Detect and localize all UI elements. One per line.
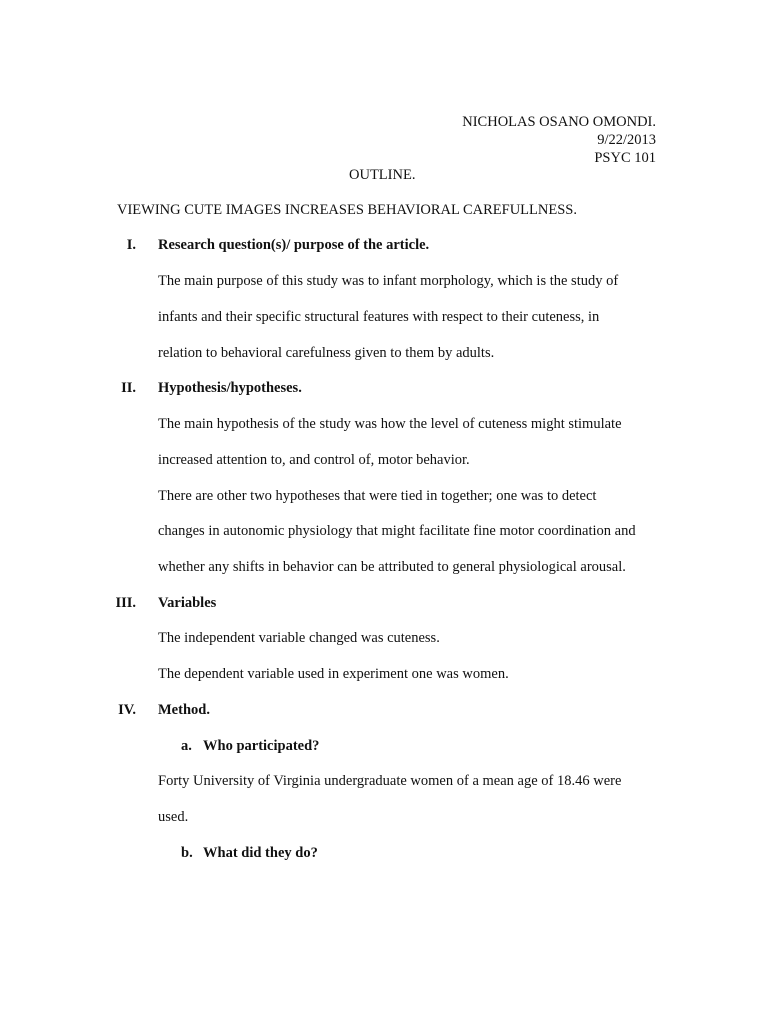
paragraph-line: The dependent variable used in experiment one was women. [158, 666, 509, 682]
paragraph-line: used. [158, 809, 189, 825]
section-numeral: IV. [118, 702, 136, 718]
section-heading: Hypothesis/hypotheses. [158, 380, 302, 396]
section-heading: Variables [158, 595, 217, 611]
subsection-heading: What did they do? [203, 845, 318, 861]
paragraph-line: changes in autonomic physiology that might facilitate fine motor coordination and [158, 523, 636, 539]
paragraph-line: relation to behavioral carefulness given to them by adults. [158, 345, 495, 361]
paragraph-line: Forty University of Virginia undergraduate women of a mean age of 18.46 were [158, 773, 622, 789]
course-code: PSYC 101 [594, 150, 656, 166]
subsection-letter: a. [181, 738, 192, 754]
subsection-letter: b. [181, 845, 193, 861]
article-title: VIEWING CUTE IMAGES INCREASES BEHAVIORAL CAREFULLNESS. [117, 202, 577, 218]
section-numeral: I. [126, 237, 136, 253]
paragraph-line: whether any shifts in behavior can be attributed to general physiological arousal. [158, 559, 626, 575]
document-date: 9/22/2013 [597, 132, 656, 148]
paragraph-line: The main purpose of this study was to infant morphology, which is the study of [158, 273, 619, 289]
subsection-heading: Who participated? [203, 738, 320, 754]
section-numeral: II. [121, 380, 136, 396]
paragraph-line: The main hypothesis of the study was how the level of cuteness might stimulate [158, 416, 622, 432]
paragraph-line: There are other two hypotheses that were tied in together; one was to detect [158, 488, 597, 504]
paragraph-line: infants and their specific structural features with respect to their cuteness, in [158, 309, 600, 325]
section-heading: Research question(s)/ purpose of the article. [158, 237, 430, 253]
paragraph-line: The independent variable changed was cuteness. [158, 630, 440, 646]
paragraph-line: increased attention to, and control of, motor behavior. [158, 452, 470, 468]
author-name: NICHOLAS OSANO OMONDI. [462, 114, 656, 130]
section-heading: Method. [158, 702, 210, 718]
outline-title: OUTLINE. [349, 167, 416, 183]
section-numeral: III. [115, 595, 136, 611]
